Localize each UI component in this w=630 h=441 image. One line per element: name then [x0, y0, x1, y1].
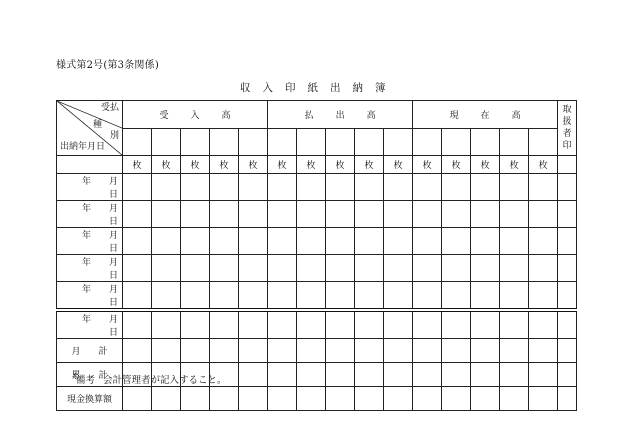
quantity-cell[interactable]: [268, 339, 297, 363]
amount-cell[interactable]: [239, 387, 268, 411]
year-label: 年: [81, 258, 91, 268]
quantity-cell[interactable]: [355, 339, 384, 363]
quantity-cell[interactable]: [529, 201, 558, 228]
quantity-cell[interactable]: [239, 310, 268, 339]
amount-cell[interactable]: [268, 387, 297, 411]
quantity-cell[interactable]: [123, 228, 152, 255]
unit-label: 枚: [326, 156, 355, 174]
amount-cell[interactable]: [384, 387, 413, 411]
quantity-cell[interactable]: [529, 339, 558, 363]
denomination-cell[interactable]: [297, 129, 326, 156]
quantity-cell[interactable]: [268, 310, 297, 339]
denomination-cell[interactable]: [500, 129, 529, 156]
quantity-cell[interactable]: [326, 363, 355, 387]
label-char: 計: [98, 371, 108, 381]
quantity-cell[interactable]: [442, 201, 471, 228]
month-label: 月: [108, 204, 118, 214]
amount-cell[interactable]: [442, 387, 471, 411]
quantity-cell[interactable]: [210, 201, 239, 228]
quantity-cell[interactable]: [152, 228, 181, 255]
amount-cell[interactable]: [500, 387, 529, 411]
quantity-cell[interactable]: [239, 174, 268, 201]
table-row-monthly-total: [57, 339, 577, 363]
amount-cell[interactable]: [471, 387, 500, 411]
seal-char: 印: [562, 141, 572, 152]
amount-cell[interactable]: [210, 387, 239, 411]
title-char: 出: [330, 82, 341, 94]
unit-label: 枚: [152, 156, 181, 174]
label-char: 累: [71, 371, 81, 381]
year-label: 年: [81, 315, 91, 325]
denomination-cell[interactable]: [529, 129, 558, 156]
quantity-cell[interactable]: [529, 228, 558, 255]
ledger-table: [56, 100, 577, 411]
quantity-cell[interactable]: [471, 282, 500, 311]
amount-cell[interactable]: [355, 387, 384, 411]
page-title: [240, 80, 386, 95]
quantity-cell[interactable]: [181, 282, 210, 311]
quantity-cell[interactable]: [181, 201, 210, 228]
denomination-cell[interactable]: [355, 129, 384, 156]
quantity-cell[interactable]: [471, 310, 500, 339]
unit-row-blank: [57, 156, 123, 174]
title-char: 紙: [307, 82, 318, 94]
group-char: 入: [190, 111, 200, 121]
quantity-cell[interactable]: [355, 363, 384, 387]
denomination-cell[interactable]: [123, 129, 152, 156]
group-char: 在: [480, 111, 490, 121]
unit-label: 枚: [500, 156, 529, 174]
quantity-cell[interactable]: [297, 282, 326, 311]
quantity-cell[interactable]: [355, 282, 384, 311]
group-char: 現: [449, 111, 459, 121]
quantity-cell[interactable]: [326, 310, 355, 339]
year-label: 年: [81, 177, 91, 187]
quantity-cell[interactable]: [384, 282, 413, 311]
year-label: 年: [81, 285, 91, 295]
quantity-cell[interactable]: [413, 339, 442, 363]
quantity-cell[interactable]: [529, 363, 558, 387]
quantity-cell[interactable]: [297, 228, 326, 255]
unit-label: 枚: [123, 156, 152, 174]
quantity-cell[interactable]: [500, 201, 529, 228]
unit-label: 枚: [210, 156, 239, 174]
form-number: 様式第2号(第3条関係): [56, 60, 159, 71]
quantity-cell[interactable]: [326, 228, 355, 255]
unit-label: 枚: [413, 156, 442, 174]
quantity-cell[interactable]: [471, 339, 500, 363]
quantity-cell[interactable]: [326, 174, 355, 201]
date-cell[interactable]: [57, 228, 123, 255]
month-label: 月: [108, 315, 118, 325]
quantity-cell[interactable]: [500, 255, 529, 282]
unit-label: 枚: [181, 156, 210, 174]
table-row: [57, 255, 577, 282]
quantity-cell[interactable]: [500, 174, 529, 201]
quantity-cell[interactable]: [529, 310, 558, 339]
quantity-cell[interactable]: [152, 201, 181, 228]
table-row: [57, 228, 577, 255]
amount-cell[interactable]: [152, 387, 181, 411]
quantity-cell[interactable]: [471, 201, 500, 228]
quantity-cell[interactable]: [500, 363, 529, 387]
group-header-receipts: [123, 101, 268, 129]
quantity-cell[interactable]: [384, 339, 413, 363]
day-label: 日: [108, 271, 118, 281]
quantity-cell[interactable]: [326, 282, 355, 311]
table-row: [57, 310, 577, 339]
quantity-cell[interactable]: [500, 339, 529, 363]
unit-label: 枚: [297, 156, 326, 174]
quantity-cell[interactable]: [413, 255, 442, 282]
quantity-cell[interactable]: [500, 228, 529, 255]
quantity-cell[interactable]: [181, 310, 210, 339]
quantity-cell[interactable]: [500, 310, 529, 339]
quantity-cell[interactable]: [123, 339, 152, 363]
quantity-cell[interactable]: [152, 255, 181, 282]
quantity-cell[interactable]: [239, 228, 268, 255]
date-cell[interactable]: [57, 255, 123, 282]
denomination-cell[interactable]: [239, 129, 268, 156]
quantity-cell[interactable]: [297, 201, 326, 228]
quantity-cell[interactable]: [239, 201, 268, 228]
seal-cell[interactable]: [558, 387, 577, 411]
seal-char: 扱: [562, 116, 572, 127]
date-cell[interactable]: [57, 282, 123, 311]
day-label: 日: [108, 244, 118, 254]
quantity-cell[interactable]: [297, 363, 326, 387]
label-char: 計: [98, 347, 108, 357]
denomination-cell[interactable]: [471, 129, 500, 156]
quantity-cell[interactable]: [123, 174, 152, 201]
cash-equivalent-label: [57, 387, 123, 411]
quantity-cell[interactable]: [181, 339, 210, 363]
quantity-cell[interactable]: [442, 310, 471, 339]
amount-cell[interactable]: [123, 387, 152, 411]
quantity-cell[interactable]: [123, 310, 152, 339]
quantity-cell[interactable]: [268, 282, 297, 311]
quantity-cell[interactable]: [355, 310, 384, 339]
title-char: 簿: [375, 82, 386, 94]
seal-cell[interactable]: [558, 174, 577, 201]
quantity-cell[interactable]: [152, 174, 181, 201]
denomination-cell[interactable]: [152, 129, 181, 156]
quantity-cell[interactable]: [326, 201, 355, 228]
quantity-cell[interactable]: [268, 363, 297, 387]
quantity-cell[interactable]: [384, 310, 413, 339]
unit-label: 枚: [529, 156, 558, 174]
day-label: 日: [108, 298, 118, 308]
quantity-cell[interactable]: [123, 282, 152, 311]
month-label: 月: [108, 285, 118, 295]
unit-label: 枚: [268, 156, 297, 174]
quantity-cell[interactable]: [355, 174, 384, 201]
title-char: 印: [285, 82, 296, 94]
group-char: 高: [511, 111, 521, 121]
corner-label-betsu: 別: [109, 131, 119, 141]
quantity-cell[interactable]: [239, 339, 268, 363]
remarks-heading: 備考: [76, 375, 96, 386]
quantity-cell[interactable]: [297, 174, 326, 201]
quantity-cell[interactable]: [442, 282, 471, 311]
quantity-cell[interactable]: [268, 228, 297, 255]
quantity-cell[interactable]: [268, 174, 297, 201]
seal-cell[interactable]: [558, 363, 577, 387]
quantity-cell[interactable]: [442, 363, 471, 387]
unit-label: 枚: [471, 156, 500, 174]
quantity-cell[interactable]: [384, 201, 413, 228]
quantity-cell[interactable]: [152, 282, 181, 311]
quantity-cell[interactable]: [210, 228, 239, 255]
quantity-cell[interactable]: [239, 282, 268, 311]
quantity-cell[interactable]: [413, 282, 442, 311]
remarks-text: 会計管理者が記入すること。: [103, 375, 227, 386]
quantity-cell[interactable]: [384, 228, 413, 255]
quantity-cell[interactable]: [384, 255, 413, 282]
date-cell[interactable]: [57, 310, 123, 339]
denomination-cell[interactable]: [384, 129, 413, 156]
quantity-cell[interactable]: [471, 255, 500, 282]
quantity-cell[interactable]: [413, 310, 442, 339]
amount-cell[interactable]: [297, 387, 326, 411]
quantity-cell[interactable]: [413, 228, 442, 255]
group-char: 受: [159, 111, 169, 121]
seal-cell[interactable]: [558, 255, 577, 282]
day-label: 日: [108, 217, 118, 227]
quantity-cell[interactable]: [384, 363, 413, 387]
quantity-cell[interactable]: [123, 201, 152, 228]
quantity-cell[interactable]: [181, 174, 210, 201]
quantity-cell[interactable]: [210, 310, 239, 339]
group-char: 高: [221, 111, 231, 121]
group-char: 払: [304, 111, 314, 121]
amount-cell[interactable]: [181, 387, 210, 411]
quantity-cell[interactable]: [239, 255, 268, 282]
group-char: 出: [335, 111, 345, 121]
day-label: 日: [108, 190, 118, 200]
seal-cell[interactable]: [558, 228, 577, 255]
quantity-cell[interactable]: [413, 363, 442, 387]
table-row-cash-equivalent: [57, 387, 577, 411]
quantity-cell[interactable]: [326, 255, 355, 282]
quantity-cell[interactable]: [471, 174, 500, 201]
denomination-cell[interactable]: [268, 129, 297, 156]
unit-label: 枚: [442, 156, 471, 174]
quantity-cell[interactable]: [442, 255, 471, 282]
title-char: 納: [352, 82, 363, 94]
quantity-cell[interactable]: [239, 363, 268, 387]
quantity-cell[interactable]: [326, 339, 355, 363]
quantity-cell[interactable]: [471, 363, 500, 387]
quantity-cell[interactable]: [123, 255, 152, 282]
seal-char: 取: [562, 104, 572, 115]
label-char: 月: [71, 347, 81, 357]
group-header-disbursements: [268, 101, 413, 129]
month-label: 月: [108, 177, 118, 187]
quantity-cell[interactable]: [210, 339, 239, 363]
quantity-cell[interactable]: [529, 255, 558, 282]
quantity-cell[interactable]: [268, 255, 297, 282]
year-label: 年: [81, 204, 91, 214]
quantity-cell[interactable]: [413, 201, 442, 228]
table-row: [57, 201, 577, 228]
unit-label: 枚: [384, 156, 413, 174]
corner-label-ukeharai: 受払: [100, 103, 119, 113]
title-char: 入: [262, 82, 273, 94]
unit-label: 枚: [239, 156, 268, 174]
label-char: 現金換算額: [66, 395, 112, 405]
quantity-cell[interactable]: [442, 339, 471, 363]
unit-label: 枚: [355, 156, 384, 174]
quantity-cell[interactable]: [500, 282, 529, 311]
amount-cell[interactable]: [413, 387, 442, 411]
remarks-note: [76, 372, 227, 386]
date-cell[interactable]: [57, 174, 123, 201]
quantity-cell[interactable]: [355, 201, 384, 228]
quantity-cell[interactable]: [442, 228, 471, 255]
denomination-cell[interactable]: [442, 129, 471, 156]
quantity-cell[interactable]: [297, 255, 326, 282]
quantity-cell[interactable]: [355, 228, 384, 255]
monthly-total-label: [57, 339, 123, 363]
denomination-cell[interactable]: [326, 129, 355, 156]
quantity-cell[interactable]: [181, 228, 210, 255]
seal-cell[interactable]: [558, 282, 577, 311]
quantity-cell[interactable]: [210, 255, 239, 282]
quantity-cell[interactable]: [152, 339, 181, 363]
day-label: 日: [108, 328, 118, 338]
quantity-cell[interactable]: [152, 310, 181, 339]
quantity-cell[interactable]: [181, 255, 210, 282]
unit-row: [57, 156, 577, 174]
title-char: 収: [240, 82, 251, 94]
seal-char: 者: [562, 129, 572, 139]
amount-cell[interactable]: [529, 387, 558, 411]
group-char: 高: [366, 111, 376, 121]
group-header-balance: [413, 101, 558, 129]
month-label: 月: [108, 231, 118, 241]
quantity-cell[interactable]: [297, 310, 326, 339]
quantity-cell[interactable]: [268, 201, 297, 228]
month-label: 月: [108, 258, 118, 268]
seal-cell[interactable]: [558, 201, 577, 228]
quantity-cell[interactable]: [529, 174, 558, 201]
corner-label-date: 出納年月日: [60, 142, 106, 152]
quantity-cell[interactable]: [297, 339, 326, 363]
denomination-cell[interactable]: [413, 129, 442, 156]
quantity-cell[interactable]: [384, 174, 413, 201]
quantity-cell[interactable]: [471, 228, 500, 255]
year-label: 年: [81, 231, 91, 241]
quantity-cell[interactable]: [210, 174, 239, 201]
quantity-cell[interactable]: [442, 174, 471, 201]
quantity-cell[interactable]: [529, 282, 558, 311]
quantity-cell[interactable]: [413, 174, 442, 201]
seal-cell[interactable]: [558, 310, 577, 339]
table-row: [57, 282, 577, 311]
seal-cell[interactable]: [558, 339, 577, 363]
corner-label-shu: 種: [92, 120, 102, 130]
date-cell[interactable]: [57, 201, 123, 228]
handler-seal-header: [558, 101, 577, 156]
quantity-cell[interactable]: [355, 255, 384, 282]
denomination-cell[interactable]: [181, 129, 210, 156]
quantity-cell[interactable]: [210, 282, 239, 311]
seal-cell[interactable]: [558, 156, 577, 174]
amount-cell[interactable]: [326, 387, 355, 411]
table-row: [57, 174, 577, 201]
corner-header-cell: [57, 101, 123, 156]
denomination-cell[interactable]: [210, 129, 239, 156]
